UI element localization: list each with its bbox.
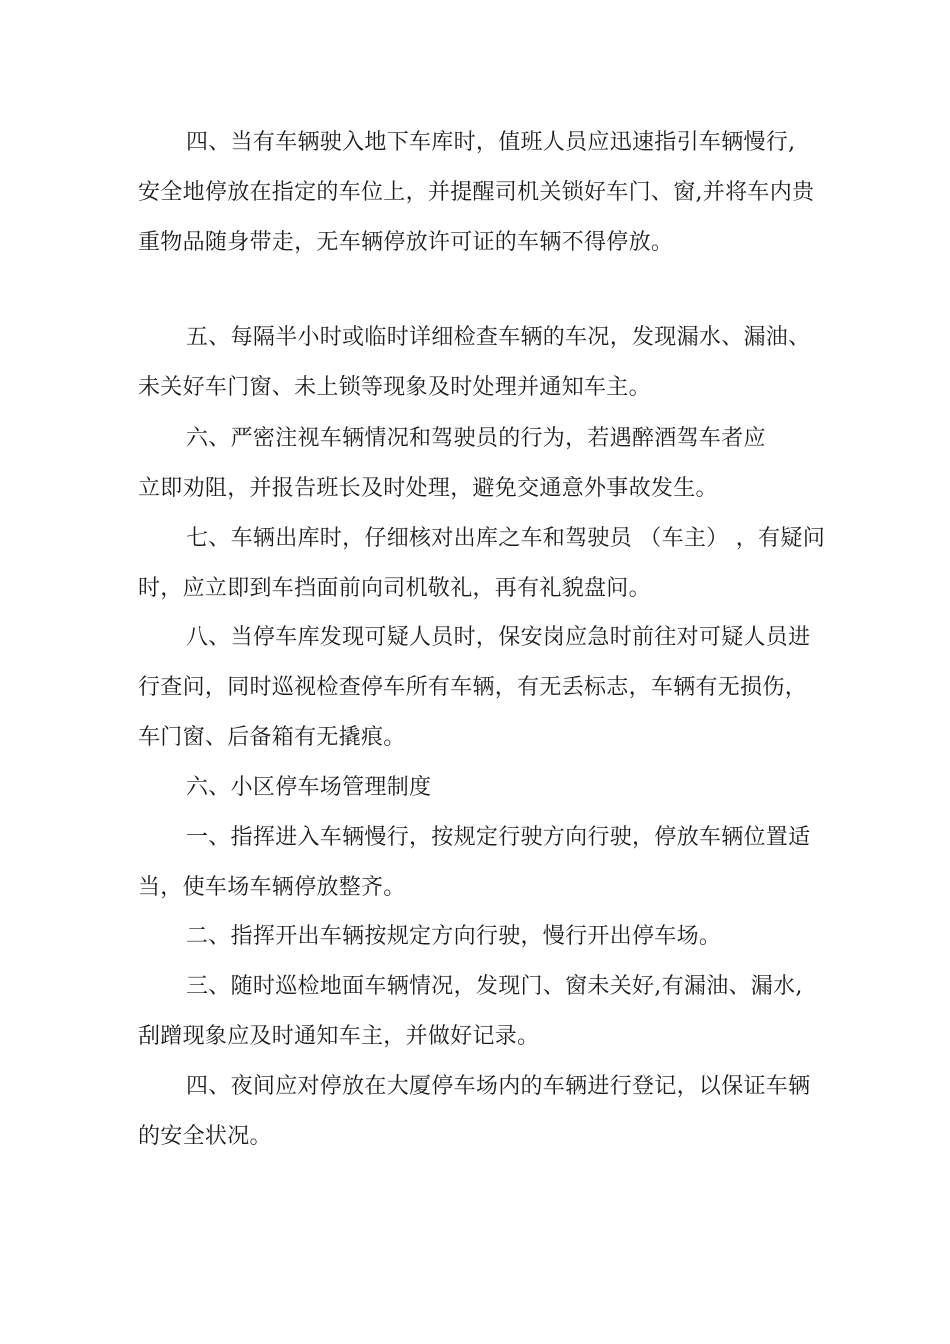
rule-1-line-1: 一、指挥进入车辆慢行，按规定行驶方向行驶，停放车辆位置适 [186, 825, 811, 850]
paragraph-8-line-1: 八、当停车库发现可疑人员时，保安岗应急时前往对可疑人员进 [186, 625, 811, 650]
paragraph-8-line-3: 车门窗、后备箱有无撬痕。 [138, 725, 406, 750]
paragraph-5-line-2: 未关好车门窗、未上锁等现象及时处理并通知车主。 [138, 375, 651, 400]
paragraph-4-line-2: 安全地停放在指定的车位上，并提醒司机关锁好车门、窗,并将车内贵 [138, 180, 815, 205]
paragraph-4-line-3: 重物品随身带走，无车辆停放许可证的车辆不得停放。 [138, 230, 674, 255]
paragraph-4-line-1: 四、当有车辆驶入地下车库时，值班人员应迅速指引车辆慢行, [186, 130, 796, 155]
paragraph-5-line-1: 五、每隔半小时或临时详细检查车辆的车况，发现漏水、漏油、 [186, 325, 811, 350]
paragraph-8-line-2: 行查问，同时巡视检查停车所有车辆，有无丢标志，车辆有无损伤， [138, 675, 808, 700]
paragraph-7-line-1: 七、车辆出库时，仔细核对出库之车和驾驶员 （车主） ，有疑问 [186, 526, 825, 551]
rule-3-line-1: 三、随时巡检地面车辆情况，发现门、窗未关好,有漏油、漏水, [186, 974, 803, 999]
rule-2-line-1: 二、指挥开出车辆按规定方向行驶，慢行开出停车场。 [186, 924, 722, 949]
rule-1-line-2: 当，使车场车辆停放整齐。 [138, 875, 406, 900]
paragraph-6-line-1: 六、严密注视车辆情况和驾驶员的行为，若遇醉酒驾车者应 [186, 426, 766, 451]
paragraph-7-line-2: 时，应立即到车挡面前向司机敬礼，再有礼貌盘问。 [138, 576, 651, 601]
paragraph-6-line-2: 立即劝阻，并报告班长及时处理，避免交通意外事故发生。 [138, 476, 718, 501]
rule-4-line-1: 四、夜间应对停放在大厦停车场内的车辆进行登记，以保证车辆 [186, 1074, 811, 1099]
section-heading: 六、小区停车场管理制度 [186, 775, 432, 800]
rule-3-line-2: 刮蹭现象应及时通知车主，并做好记录。 [138, 1024, 540, 1049]
rule-4-line-2: 的安全状况。 [138, 1124, 272, 1149]
